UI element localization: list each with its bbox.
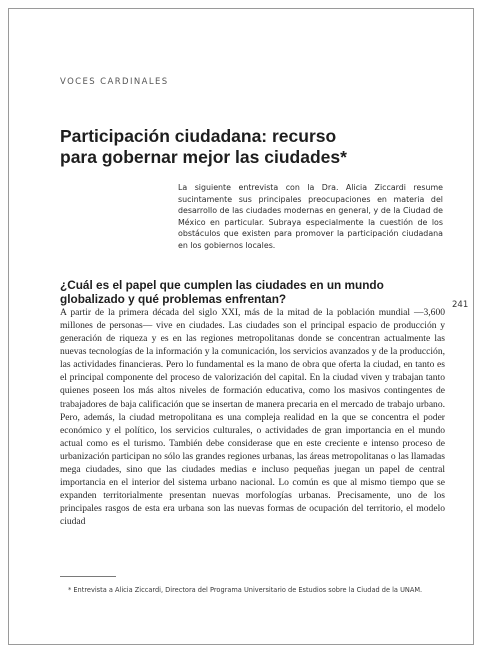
interview-answer: A partir de la primera década del siglo XXI, más de la mitad de la población mundial —3,600 millones de personas— vive en ciudades. Las ciudades son el principal espacio de producción y generación de riqueza y es en las regiones metropolitanas donde se concentran actualmente las nuevas tecnologías de la información y la comunicación, los servicios avanzados y de la producción, las actividades financieras. Pero lo fundamental es la mano de obra que oferta la ciudad, en tanto es el principal componente del proceso de valorización del capital. En la ciudad viven y trabajan tanto quienes poseen los más altos niveles de formación educativa, como los masivos contingentes de trabajadores de baja calificación que se insertan de manera precaria en el mercado de trabajo urbano. Pero, además, la ciudad metropolitana es una compleja realidad en la que se concentra el poder económico y el político, los servicios culturales, o actividades de gran importancia en el mundo actual como es el turismo. También debe considerase que en este creciente e intenso proceso de urbanización participan no sólo las grandes regiones urbanas, las áreas metropolitanas o las llamadas mega ciudades, sino que las ciudades medias e incluso pequeñas juegan un papel de central importancia en el interior del sistema urbano nacional. Lo común es que al mismo tiempo que se expanden territorialmente presentan nuevas morfologías urbanas. Precisamente, uno de los principales rasgos de esta era urbana son las nuevas formas de ocupación del territorio, el modelo ciudad (60, 307, 445, 528)
interview-question: ¿Cuál es el papel que cumplen las ciudades en un mundo globalizado y qué problemas enfrentan? (60, 278, 384, 306)
footnote-divider (60, 576, 116, 577)
article-title: Participación ciudadana: recurso para gobernar mejor las ciudades* (60, 126, 347, 167)
page-number: 241 (452, 300, 469, 310)
section-label: VOCES CARDINALES (60, 77, 169, 87)
document-page (8, 8, 474, 645)
footnote: * Entrevista a Alicia Ziccardi, Directora del Programa Universitario de Estudios sobre la Ciudad de la UNAM. (68, 586, 423, 594)
article-intro: La siguiente entrevista con la Dra. Alicia Ziccardi resume sucintamente sus principales preocupaciones en materia del desarrollo de las ciudades modernas en general, y de la Ciudad de México en particular. Subraya especialmente la cuestión de los obstáculos que existen para promover la participación ciudadana en los gobiernos locales. (178, 183, 443, 250)
